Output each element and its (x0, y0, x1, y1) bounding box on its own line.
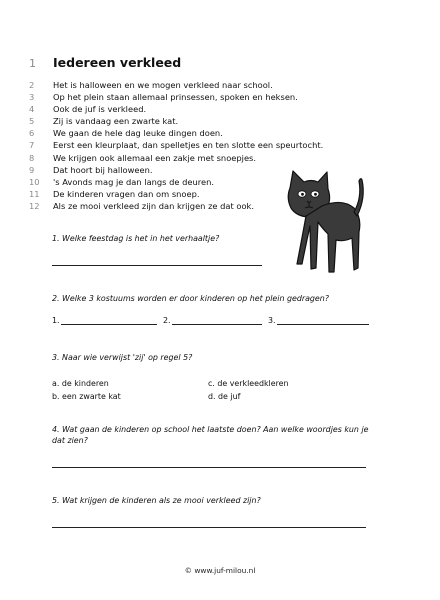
story-line (29, 128, 323, 140)
story-line (29, 153, 323, 165)
answer-slot-label: 1. (52, 316, 60, 325)
option-d[interactable]: d. de juf (208, 392, 241, 401)
option-a[interactable]: a. de kinderen (52, 379, 109, 388)
option-b[interactable]: b. een zwarte kat (52, 392, 121, 401)
story-line (29, 104, 323, 116)
black-cat-icon (282, 168, 367, 280)
answer-line-4[interactable] (52, 467, 366, 468)
title-line-number: 1 (29, 57, 36, 70)
line-text: Ook de juf is verkleed. (53, 104, 147, 115)
story-line (29, 116, 323, 128)
line-number: 7 (29, 140, 35, 151)
story-line (29, 201, 323, 213)
story-line (29, 189, 323, 201)
footer-copyright: © www.juf-milou.nl (184, 566, 256, 575)
question-5: 5. Wat krijgen de kinderen als ze mooi verkleed zijn? (52, 496, 261, 505)
line-number: 12 (29, 200, 40, 211)
line-text: We gaan de hele dag leuke dingen doen. (53, 128, 223, 139)
line-text: Dat hoort bij halloween. (53, 164, 153, 175)
line-number: 6 (29, 128, 35, 139)
question-4: 4. Wat gaan de kinderen op school het laatste doen? Aan welke woordjes kun je dat zien? (52, 425, 369, 445)
answer-slot-3[interactable] (268, 316, 369, 325)
line-text: Eerst een kleurplaat, dan spelletjes en ten slotte een speurtocht. (53, 140, 324, 151)
line-number: 9 (29, 164, 35, 175)
line-text: Het is halloween en we mogen verkleed naar school. (53, 80, 273, 90)
question-2: 2. Welke 3 kostuums worden er door kinderen op het plein gedragen? (52, 294, 329, 303)
answer-line-5[interactable] (52, 527, 366, 528)
page-title: Iedereen verkleed (53, 55, 182, 70)
option-c[interactable]: c. de verkleedkleren (208, 379, 289, 388)
answer-slot-label: 2. (163, 316, 171, 325)
answer-slot-label: 3. (268, 316, 276, 325)
line-number: 2 (29, 80, 35, 90)
question-2-answers (52, 316, 372, 328)
story-line (29, 92, 323, 104)
story-text (29, 80, 323, 213)
line-text: De kinderen vragen dan om snoep. (53, 188, 200, 199)
story-line (29, 80, 323, 92)
line-text: Als ze mooi verkleed zijn dan krijgen ze dat ook. (53, 200, 254, 211)
question-3-options-right (208, 377, 289, 403)
question-3: 3. Naar wie verwijst 'zij' op regel 5? (52, 353, 193, 362)
line-number: 4 (29, 104, 35, 115)
line-number: 5 (29, 116, 35, 127)
line-number: 3 (29, 92, 35, 103)
line-number: 10 (29, 176, 40, 187)
answer-slot-2[interactable] (163, 316, 262, 325)
story-line (29, 140, 323, 152)
line-number: 8 (29, 152, 35, 163)
line-text: Zij is vandaag een zwarte kat. (53, 116, 179, 127)
answer-slot-1[interactable] (52, 316, 157, 325)
line-text: Op het plein staan allemaal prinsessen, spoken en heksen. (53, 92, 298, 103)
line-text: We krijgen ook allemaal een zakje met snoepjes. (53, 152, 257, 163)
question-3-options-left (52, 377, 121, 403)
title-row (29, 55, 181, 71)
story-line (29, 165, 323, 177)
line-number: 11 (29, 188, 40, 199)
answer-line-1[interactable] (52, 265, 262, 266)
line-text: 's Avonds mag je dan langs de deuren. (53, 176, 215, 187)
story-line (29, 177, 323, 189)
question-1: 1. Welke feestdag is het in het verhaaltje? (52, 234, 220, 243)
